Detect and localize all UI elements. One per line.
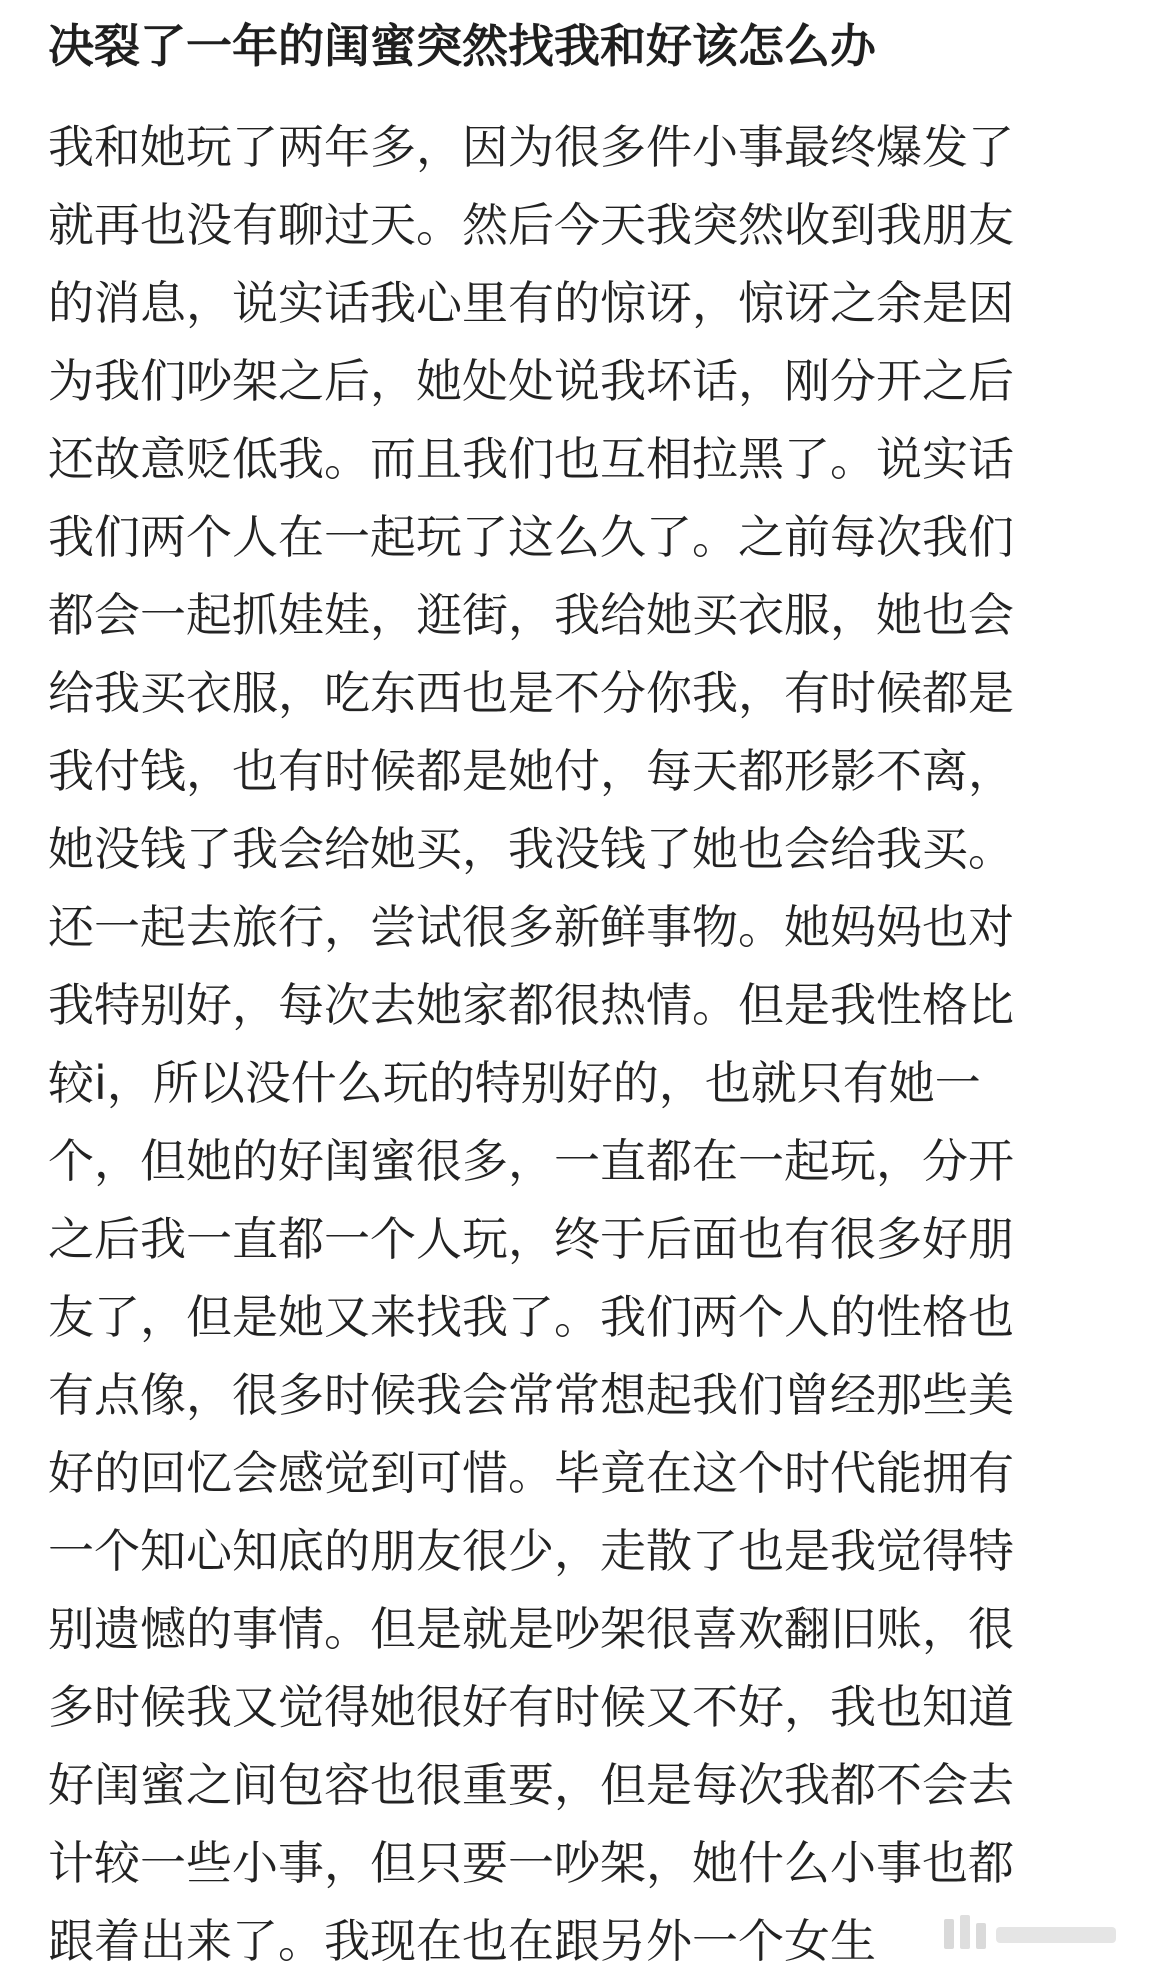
post-body-line: 为我们吵架之后，她处处说我坏话，刚分开之后 (48, 354, 1014, 408)
post-body-line: 多时候我又觉得她很好有时候又不好，我也知道 (48, 1680, 1014, 1734)
post (48, 8, 1128, 1980)
post-body-line: 我特别好，每次去她家都很热情。但是我性格比 (48, 978, 1014, 1032)
post-body-line: 较i，所以没什么玩的特别好的，也就只有她一 (48, 1056, 981, 1110)
post-body-line: 我付钱，也有时候都是她付，每天都形影不离， (48, 744, 1014, 798)
post-body (48, 108, 1128, 1980)
post-body-line: 还一起去旅行，尝试很多新鲜事物。她妈妈也对 (48, 900, 1014, 954)
post-body-line: 还故意贬低我。而且我们也互相拉黑了。说实话 (48, 432, 1014, 486)
post-body-line: 好的回忆会感觉到可惜。毕竟在这个时代能拥有 (48, 1446, 1014, 1500)
post-body-line: 别遗憾的事情。但是就是吵架很喜欢翻旧账，很 (48, 1602, 1014, 1656)
post-body-line: 跟着出来了。我现在也在跟另外一个女生 (48, 1914, 876, 1968)
post-body-line: 她没钱了我会给她买，我没钱了她也会给我买。 (48, 822, 1014, 876)
post-body-line: 我们两个人在一起玩了这么久了。之前每次我们 (48, 510, 1014, 564)
watermark-logo-icon (940, 1909, 1130, 1957)
post-body-line: 就再也没有聊过天。然后今天我突然收到我朋友 (48, 198, 1014, 252)
post-body-line: 都会一起抓娃娃，逛街，我给她买衣服，她也会 (48, 588, 1014, 642)
post-body-line: 好闺蜜之间包容也很重要，但是每次我都不会去 (48, 1758, 1014, 1812)
post-body-line: 一个知心知底的朋友很少，走散了也是我觉得特 (48, 1524, 1014, 1578)
post-body-line: 友了，但是她又来找我了。我们两个人的性格也 (48, 1290, 1014, 1344)
post-body-line: 个，但她的好闺蜜很多，一直都在一起玩，分开 (48, 1134, 1014, 1188)
post-body-line: 给我买衣服，吃东西也是不分你我，有时候都是 (48, 666, 1014, 720)
post-body-line: 我和她玩了两年多，因为很多件小事最终爆发了 (48, 120, 1014, 174)
post-body-line: 的消息，说实话我心里有的惊讶，惊讶之余是因 (48, 276, 1014, 330)
post-title: 决裂了一年的闺蜜突然找我和好该怎么办 (48, 19, 876, 73)
post-body-line: 计较一些小事，但只要一吵架，她什么小事也都 (48, 1836, 1014, 1890)
post-body-line: 之后我一直都一个人玩，终于后面也有很多好朋 (48, 1212, 1014, 1266)
post-body-line: 有点像，很多时候我会常常想起我们曾经那些美 (48, 1368, 1014, 1422)
